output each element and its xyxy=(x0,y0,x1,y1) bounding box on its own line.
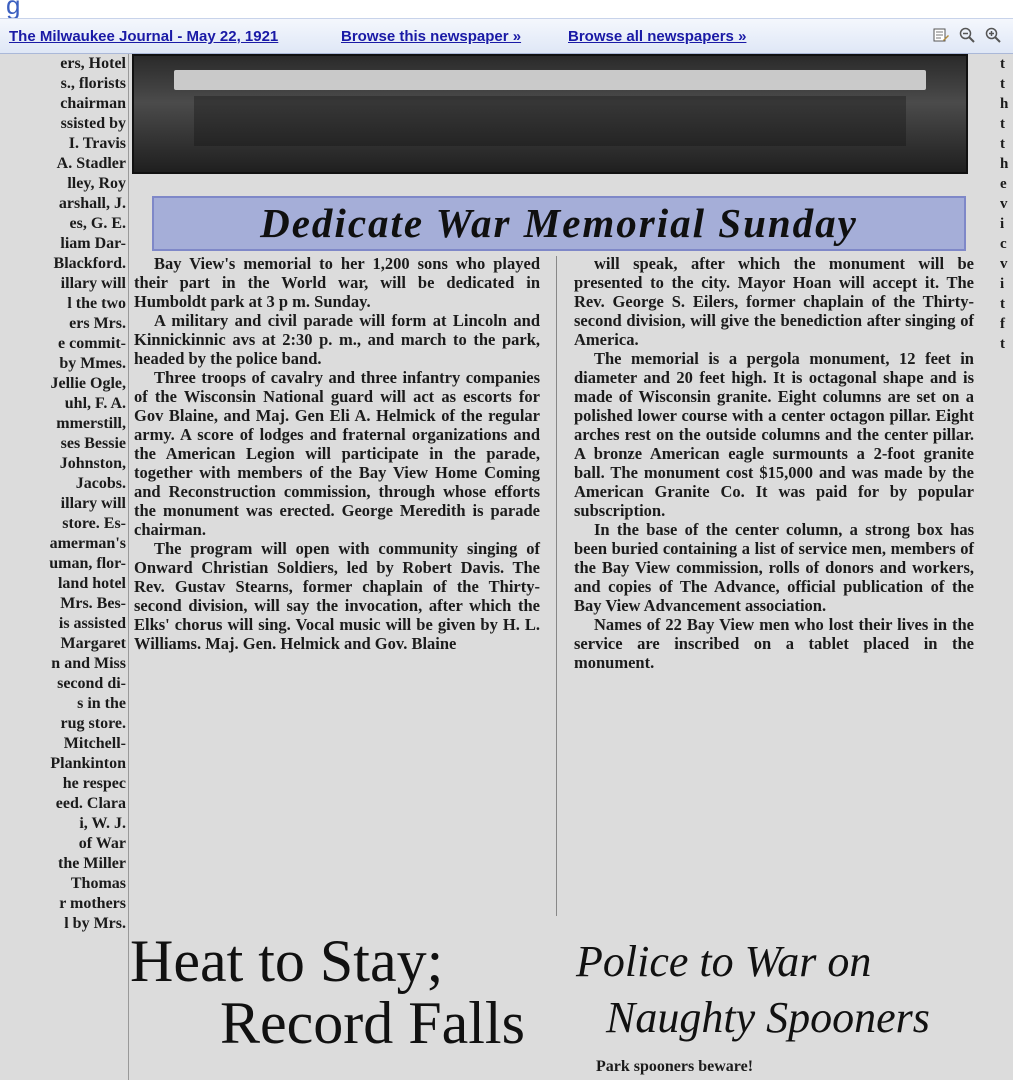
main-headline: Dedicate War Memorial Sunday xyxy=(152,196,966,251)
article-paragraph: Bay View's memorial to her 1,200 sons who played their part in the World war, will be dedicated in Humboldt park at 3 p m. Sunday. xyxy=(134,254,540,311)
zoom-out-icon[interactable] xyxy=(957,25,977,45)
left-column-line: uman, flor- xyxy=(49,555,126,572)
right-column-line: t xyxy=(1000,296,1005,312)
left-column-line: n and Miss xyxy=(51,655,126,672)
top-strip xyxy=(0,0,1013,18)
left-column-line: Mrs. Bes- xyxy=(60,595,126,612)
viewer-tools xyxy=(931,25,1003,45)
headline-police-line1: Police to War on xyxy=(576,937,872,986)
left-column-line: A. Stadler xyxy=(56,155,126,172)
headline-heat xyxy=(130,930,525,1054)
right-column-text xyxy=(1000,54,1013,354)
right-column-line: t xyxy=(1000,136,1005,152)
left-column-text xyxy=(0,54,126,934)
left-column-line: ers Mrs. xyxy=(69,315,126,332)
left-column-line: store. Es- xyxy=(62,515,126,532)
left-column-line: s., florists xyxy=(60,75,126,92)
left-column-line: uhl, F. A. xyxy=(64,395,126,412)
left-column-line: Jellie Ogle, xyxy=(50,375,126,392)
right-column-line: t xyxy=(1000,76,1005,92)
right-column-line: h xyxy=(1000,96,1009,112)
browse-this-newspaper-link[interactable]: Browse this newspaper » xyxy=(341,28,522,45)
left-column-line: es, G. E. xyxy=(69,215,126,232)
left-column-line: Plankinton xyxy=(50,755,126,772)
left-column-line: Blackford. xyxy=(53,255,126,272)
left-column-line: mmerstill, xyxy=(56,415,126,432)
memorial-photo xyxy=(132,54,968,174)
newspaper-navbar xyxy=(0,18,1013,54)
article-paragraph: Three troops of cavalry and three infantry companies of the Wisconsin National guard will act as escorts for Gov Blaine, and Maj. Gen Eli A. Helmick of the regular army. A score of lodges and fraternal organizations and the American Legion will participate in the parade, together with members of the Bay View Home Coming and Reconstruction commission, through whose efforts the monument was erected. George Meredith is parade chairman. xyxy=(134,368,540,539)
left-column-line: illary will xyxy=(60,495,126,512)
left-column-line: Thomas xyxy=(70,875,126,892)
zoom-in-icon[interactable] xyxy=(983,25,1003,45)
right-column-line: v xyxy=(1000,196,1008,212)
right-column-line: i xyxy=(1000,276,1005,292)
google-logo-fragment: g xyxy=(6,0,21,18)
left-column-line: the Miller xyxy=(58,855,126,872)
right-column-line: t xyxy=(1000,336,1005,352)
right-column-line: h xyxy=(1000,156,1009,172)
left-column-line: he respec xyxy=(62,775,126,792)
photo-highlight xyxy=(174,70,926,90)
column-divider xyxy=(128,54,129,1080)
right-column-line: f xyxy=(1000,316,1005,332)
article-column-1 xyxy=(134,254,540,653)
left-column-line: is assisted xyxy=(58,615,126,632)
article-column-2 xyxy=(574,254,974,672)
left-column-line: ses Bessie xyxy=(60,435,126,452)
left-column-line: eed. Clara xyxy=(55,795,126,812)
right-column-line: i xyxy=(1000,216,1005,232)
left-column-line: liam Dar- xyxy=(60,235,126,252)
left-column-line: l by Mrs. xyxy=(64,915,126,932)
photo-shadow xyxy=(194,96,906,146)
left-column-line: i, W. J. xyxy=(79,815,126,832)
left-column-line: amerman's xyxy=(49,535,126,552)
left-column-line: lley, Roy xyxy=(67,175,126,192)
headline-heat-line2: Record Falls xyxy=(220,990,525,1056)
article-paragraph: Names of 22 Bay View men who lost their lives in the service are inscribed on a tablet placed in the monument. xyxy=(574,615,974,672)
left-column-line: second di- xyxy=(57,675,126,692)
left-column-line: ssisted by xyxy=(60,115,126,132)
headline-police-line2: Naughty Spooners xyxy=(606,993,930,1042)
left-column-line: chairman xyxy=(60,95,126,112)
right-column-line: t xyxy=(1000,116,1005,132)
issue-link[interactable]: The Milwaukee Journal - May 22, 1921 xyxy=(9,28,279,45)
left-column-line: e commit- xyxy=(58,335,126,352)
police-article-snippet: Park spooners beware! xyxy=(596,1058,754,1075)
left-column-line: Mitchell- xyxy=(63,735,126,752)
headline-heat-line1: Heat to Stay; xyxy=(130,928,444,994)
left-column-line: ers, Hotel xyxy=(60,55,126,72)
left-column-line: by Mmes. xyxy=(59,355,126,372)
right-column-line: c xyxy=(1000,236,1007,252)
left-column-line: r mothers xyxy=(59,895,126,912)
browse-all-newspapers-link[interactable]: Browse all newspapers » xyxy=(568,28,747,45)
left-column-line: Jacobs. xyxy=(75,475,126,492)
article-paragraph: The program will open with community singing of Onward Christian Soldiers, led by Robert Davis. The Rev. Gustav Stearns, former chaplain of the Thirty-second division, will say the invocation, after which the Elks' chorus will sing. Vocal music will be given by H. L. Williams. Maj. Gen. Helmick and Gov. Blaine xyxy=(134,539,540,653)
right-column-line: e xyxy=(1000,176,1007,192)
article-paragraph: A military and civil parade will form at Lincoln and Kinnickinnic avs at 2:30 p. m., and march to the park, headed by the police band. xyxy=(134,311,540,368)
left-column-line: I. Travis xyxy=(68,135,126,152)
left-column-line: illary will xyxy=(60,275,126,292)
article-divider xyxy=(556,256,557,916)
left-column-line: of War xyxy=(78,835,126,852)
left-column-line: Margaret xyxy=(60,635,126,652)
left-column-line: rug store. xyxy=(60,715,126,732)
headline-police xyxy=(576,934,930,1046)
clip-icon[interactable] xyxy=(931,25,951,45)
left-column-line: s in the xyxy=(77,695,126,712)
left-column-line: arshall, J. xyxy=(58,195,126,212)
left-column-line: l the two xyxy=(67,295,126,312)
article-paragraph: The memorial is a pergola monument, 12 feet in diameter and 20 feet high. It is octagonal shape and is made of Wisconsin granite. Eight columns are set on a polished lower course with a center octagon pillar. Eight arches rest on the outside columns and the center pillar. A bronze American eagle surmounts a 2-foot granite ball. The monument cost $15,000 and was made by the American Granite Co. It was paid for by popular subscription. xyxy=(574,349,974,520)
right-column-line: t xyxy=(1000,56,1005,72)
newspaper-page-viewer[interactable] xyxy=(0,54,1013,1080)
left-column-line: land hotel xyxy=(57,575,126,592)
article-paragraph: In the base of the center column, a strong box has been buried containing a list of service men, members of the Bay View commission, rolls of donors and workers, and copies of The Advance, official publication of the Bay View Advancement association. xyxy=(574,520,974,615)
left-column-line: Johnston, xyxy=(59,455,126,472)
right-column-line: v xyxy=(1000,256,1008,272)
article-paragraph: will speak, after which the monument will be presented to the city. Mayor Hoan will accept it. The Rev. George S. Eilers, former chaplain of the Thirty-second division, will give the benediction after singing of America. xyxy=(574,254,974,349)
